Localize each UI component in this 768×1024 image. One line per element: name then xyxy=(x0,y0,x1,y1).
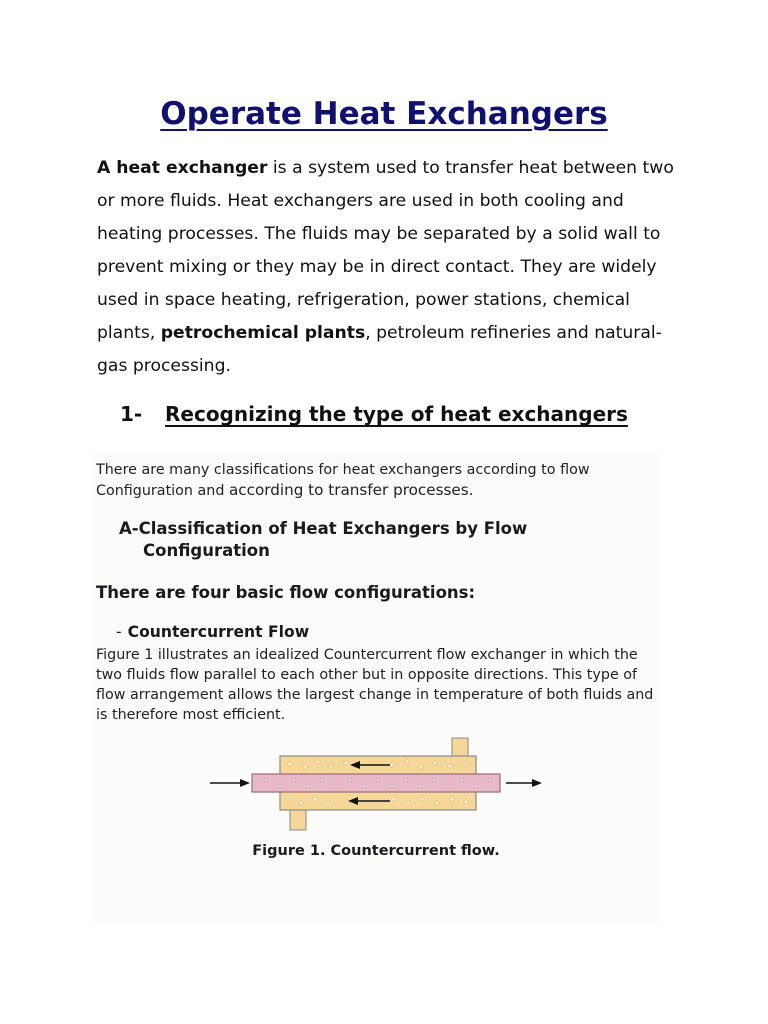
figure-caption: Figure 1. Countercurrent flow. xyxy=(252,843,500,859)
embedded-page-image xyxy=(92,452,660,924)
subheading-line1: A-Classification of Heat Exchangers by Flow xyxy=(119,519,528,538)
countercurrent-heading xyxy=(116,623,309,641)
countercurrent-figure xyxy=(204,736,560,832)
intro-bold-lead: A heat exchanger xyxy=(97,158,268,178)
flow-dash: - xyxy=(116,623,122,641)
intro-paragraph xyxy=(97,152,677,383)
section-heading xyxy=(120,402,680,426)
intro-text-2: , petroleum refineries and natural-gas processing. xyxy=(97,323,662,376)
lead-text-part2: according to transfer processes. xyxy=(228,481,474,499)
classification-lead-text xyxy=(96,460,656,501)
flow-title: Countercurrent Flow xyxy=(127,623,310,641)
page-title: Operate Heat Exchangers xyxy=(160,96,608,132)
lead-text-part1: There are many classifications for heat exchangers according to flow Configuration and xyxy=(96,462,590,499)
intro-text-1: is a system used to transfer heat between two or more fluids. Heat exchangers are used in both cooling and heating processes. The fluids may be separated by a solid wall to prevent mixing or they may be in direct contact. They are widely used in space heating, refrigeration, power stations, chemical plants, xyxy=(97,158,674,343)
inner-tube xyxy=(252,774,500,792)
shell-inlet-pipe xyxy=(290,808,306,830)
section-title: Recognizing the type of heat exchangers xyxy=(165,402,628,426)
section-number: 1- xyxy=(120,402,143,426)
intro-bold-petrochemical: petrochemical plants xyxy=(160,323,366,343)
four-configurations-heading: There are four basic flow configurations: xyxy=(96,583,476,602)
subheading-line2: Configuration xyxy=(143,541,270,560)
classification-subheading xyxy=(119,518,639,562)
shell-outlet-pipe xyxy=(452,738,468,758)
countercurrent-description: Figure 1 illustrates an idealized Countercurrent flow exchanger in which the two fluids flow parallel to each other but in opposite directions. This type of flow arrangement allows the largest change in temperature of both fluids and is therefore most efficient. xyxy=(96,647,654,723)
